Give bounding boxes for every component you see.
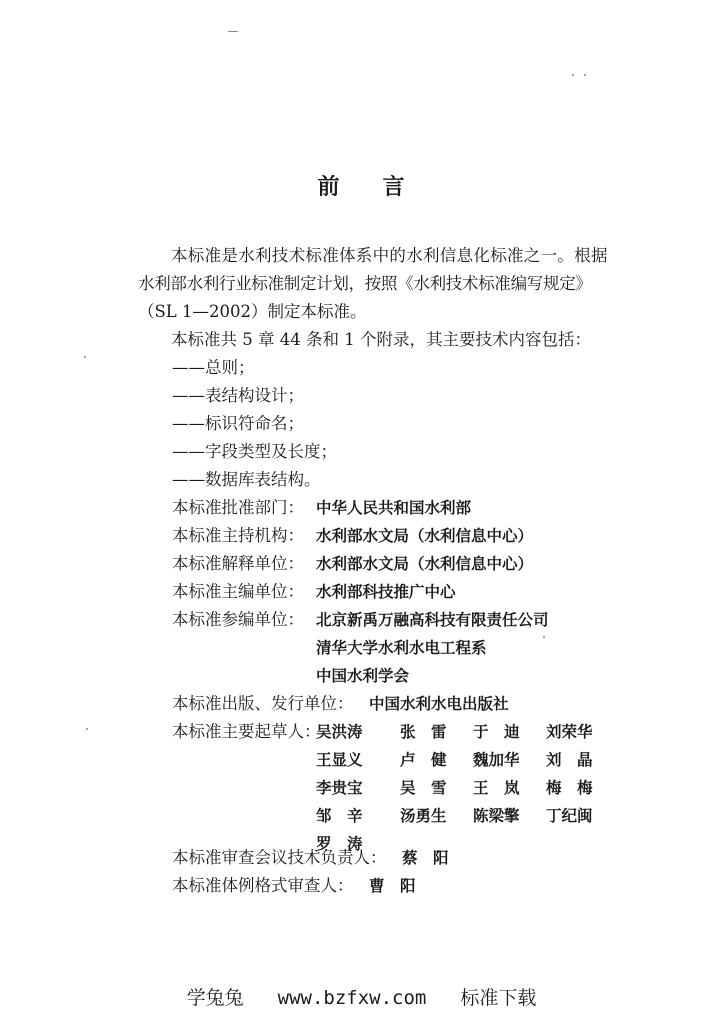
content-item: ——数据库表结构。	[172, 470, 321, 489]
info-value: 水利部水文局（水利信息中心）	[316, 555, 534, 573]
intro-line: 水利部水利行业标准制定计划，按照《水利技术标准编写规定》	[138, 274, 592, 293]
intro-line: 本标准共 5 章 44 条和 1 个附录，其主要技术内容包括：	[171, 330, 591, 349]
title-char-left: 前	[317, 175, 341, 200]
drafter-name: 邹 辛	[316, 807, 363, 825]
content-item: ——表结构设计；	[172, 386, 304, 405]
info-label: 本标准解释单位：	[172, 554, 304, 573]
content-item: ——总则；	[172, 358, 255, 377]
drafter-name: 李贵宝	[316, 779, 363, 797]
site-slogan: 标准下载	[460, 987, 537, 1009]
page-title	[0, 170, 723, 201]
info-value: 北京新禹万融高科技有限责任公司	[316, 611, 549, 629]
info-value: 蔡 阳	[402, 849, 449, 867]
scan-artifact	[584, 74, 586, 76]
intro-line: （SL 1—2002）制定本标准。	[138, 302, 367, 321]
info-value: 中国水利学会	[316, 667, 410, 685]
drafter-name: 丁纪闽	[546, 807, 593, 825]
drafter-name: 吴 雪	[400, 779, 447, 797]
scan-artifact	[86, 728, 88, 730]
info-value: 中国水利水电出版社	[369, 695, 509, 713]
info-label: 本标准参编单位：	[172, 610, 304, 629]
content-item: ——标识符命名；	[172, 414, 304, 433]
drafter-name: 陈梁擎	[473, 807, 520, 825]
intro-paragraph	[138, 242, 653, 326]
drafter-name: 张 雷	[400, 723, 447, 741]
scan-artifact	[543, 636, 545, 638]
drafter-name: 梅 梅	[546, 779, 593, 797]
info-value: 水利部水文局（水利信息中心）	[316, 527, 534, 545]
info-value: 中华人民共和国水利部	[316, 499, 472, 517]
drafter-name: 罗 涛	[316, 835, 363, 853]
drafter-name: 王显义	[316, 751, 363, 769]
info-value: 水利部科技推广中心	[316, 583, 456, 601]
scan-artifact	[84, 356, 86, 358]
drafter-name: 汤勇生	[400, 807, 447, 825]
scan-artifact	[228, 31, 238, 32]
info-label: 本标准批准部门：	[172, 498, 304, 517]
drafter-name: 刘 晶	[546, 751, 593, 769]
info-label: 本标准体例格式审查人：	[172, 876, 354, 895]
drafter-name: 于 迪	[473, 723, 520, 741]
site-name: 学兔兔	[186, 987, 244, 1009]
info-label: 本标准主编单位：	[172, 582, 304, 601]
content-item: ——字段类型及长度；	[172, 442, 337, 461]
drafter-name: 王 岚	[473, 779, 520, 797]
info-label: 本标准审查会议技术负责人：	[172, 848, 387, 867]
info-value: 清华大学水利水电工程系	[316, 639, 487, 657]
drafter-name: 卢 健	[400, 751, 447, 769]
drafter-name: 刘荣华	[546, 723, 593, 741]
drafter-name: 吴洪涛	[316, 723, 363, 741]
site-url[interactable]: www.bzfxw.com	[277, 987, 427, 1009]
scope-paragraph	[138, 326, 653, 354]
watermark-footer	[0, 983, 723, 1010]
title-char-right: 言	[382, 175, 406, 200]
scan-artifact	[572, 74, 574, 76]
intro-line: 本标准是水利技术标准体系中的水利信息化标准之一。根据	[171, 246, 608, 265]
info-label: 本标准出版、发行单位：	[172, 694, 354, 713]
info-label: 本标准主持机构：	[172, 526, 304, 545]
info-value: 曹 阳	[369, 877, 416, 895]
info-label: 本标准主要起草人：	[172, 722, 321, 741]
drafter-name: 魏加华	[473, 751, 520, 769]
